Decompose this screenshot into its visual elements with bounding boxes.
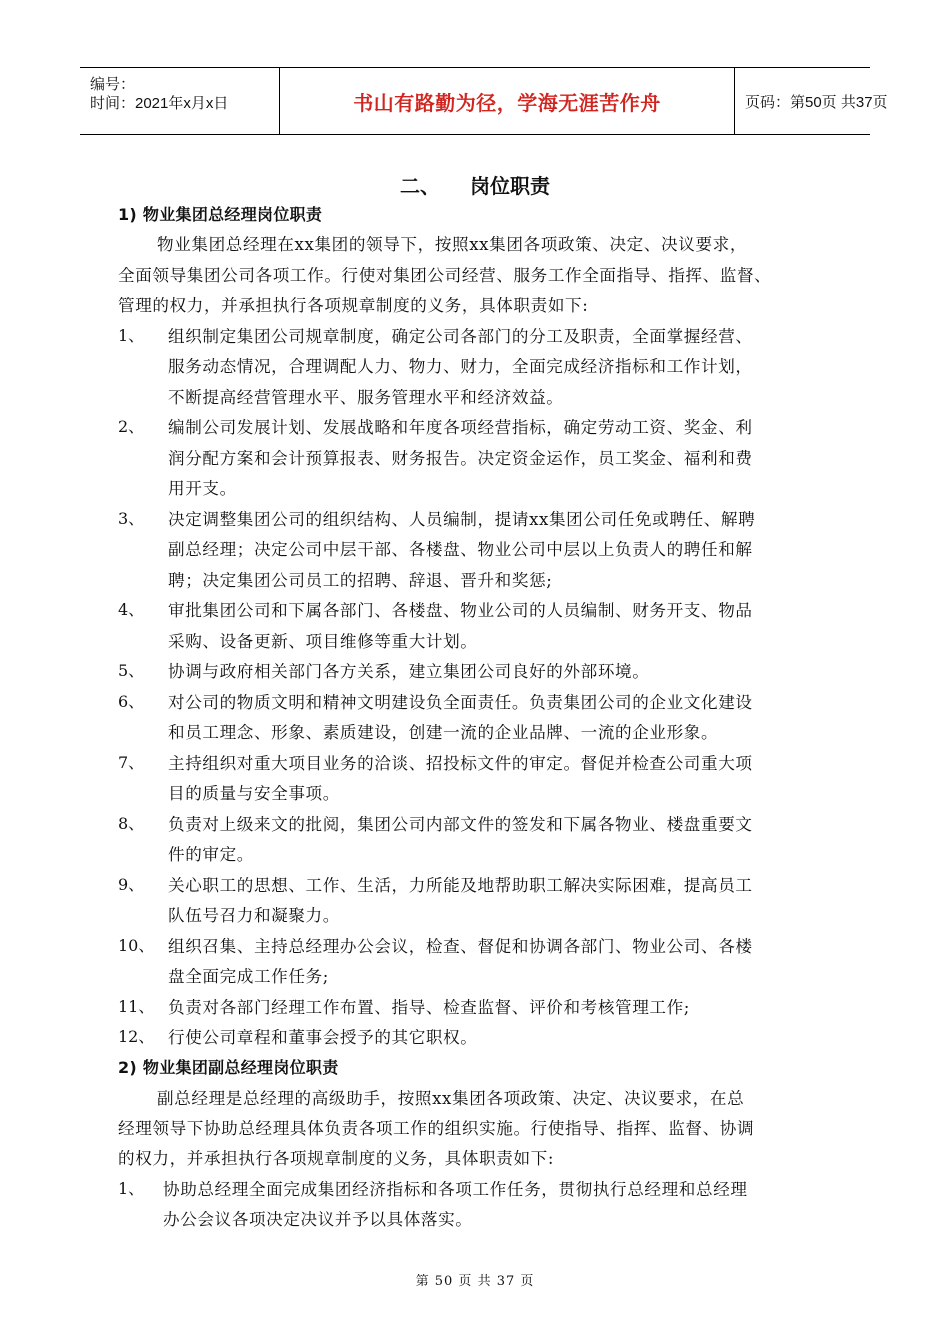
item-number: 6、 <box>118 692 145 711</box>
intro-line: 全面领导集团公司各项工作。行使对集团公司经营、服务工作全面指导、指挥、监督、 <box>118 266 772 285</box>
item-line: 行使公司章程和董事会授予的其它职权。 <box>168 1028 478 1047</box>
item-line: 组织召集、主持总经理办公会议，检查、督促和协调各部门、物业公司、各楼 <box>168 937 753 956</box>
item-line: 对公司的物质文明和精神文明建设负全面责任。负责集团公司的企业文化建设 <box>168 693 753 712</box>
page-footer: 第 50 页 共 37 页 <box>415 1274 535 1289</box>
item-line: 采购、设备更新、项目维修等重大计划。 <box>168 632 478 651</box>
item-line: 不断提高经营管理水平、服务管理水平和经济效益。 <box>168 388 564 407</box>
item-line: 队伍号召力和凝聚力。 <box>168 906 340 925</box>
item-number: 9、 <box>118 875 145 894</box>
title-number: 二、 <box>400 174 440 198</box>
item-line: 聘；决定集团公司员工的招聘、辞退、晋升和奖惩; <box>168 571 553 590</box>
item-number: 11、 <box>118 997 155 1016</box>
intro-line: 管理的权力，并承担执行各项规章制度的义务，具体职责如下: <box>118 296 589 315</box>
item-number: 7、 <box>118 753 145 772</box>
item-line: 协调与政府相关部门各方关系，建立集团公司良好的外部环境。 <box>168 662 650 681</box>
item-line: 服务动态情况，合理调配人力、物力、财力，全面完成经济指标和工作计划， <box>168 357 753 376</box>
page-title <box>0 170 950 199</box>
intro-line: 的权力，并承担执行各项规章制度的义务，具体职责如下: <box>118 1149 555 1168</box>
item-number: 5、 <box>118 661 145 680</box>
item-line: 协助总经理全面完成集团经济指标和各项工作任务，贯彻执行总经理和总经理 <box>163 1180 748 1199</box>
item-number: 8、 <box>118 814 145 833</box>
intro-line: 经理领导下协助总经理具体负责各项工作的组织实施。行使指导、指挥、监督、协调 <box>118 1119 755 1138</box>
page-header <box>80 67 888 135</box>
item-line: 审批集团公司和下属各部门、各楼盘、物业公司的人员编制、财务开支、物品 <box>168 601 753 620</box>
section-heading-1: 1) 物业集团总经理岗位职责 <box>118 205 323 224</box>
number-label: 编号： <box>90 76 136 93</box>
item-line: 负责对上级来文的批阅，集团公司内部文件的签发和下属各物业、楼盘重要文 <box>168 815 753 834</box>
item-line: 目的质量与安全事项。 <box>168 784 340 803</box>
item-line: 件的审定。 <box>168 845 254 864</box>
header-meta <box>80 68 280 134</box>
item-number: 1、 <box>118 1179 145 1198</box>
item-line: 办公会议各项决定决议并予以具体落实。 <box>163 1210 473 1229</box>
item-line: 和员工理念、形象、素质建设，创建一流的企业品牌、一流的企业形象。 <box>168 723 719 742</box>
header-motto: 书山有路勤为径，学海无涯苦作舟 <box>280 68 735 134</box>
item-line: 决定调整集团公司的组织结构、人员编制，提请xx集团公司任免或聘任、解聘 <box>168 510 756 529</box>
item-line: 用开支。 <box>168 479 237 498</box>
item-number: 10、 <box>118 936 155 955</box>
item-number: 1、 <box>118 326 145 345</box>
item-line: 组织制定集团公司规章制度，确定公司各部门的分工及职责，全面掌握经营、 <box>168 327 753 346</box>
time-label: 时间：2021年x月x日 <box>90 95 229 112</box>
section-heading-2: 2) 物业集团副总经理岗位职责 <box>118 1058 339 1077</box>
title-text: 岗位职责 <box>470 174 550 198</box>
header-page-code: 页码：第50页 共37页 <box>745 93 888 111</box>
item-line: 润分配方案和会计预算报表、财务报告。决定资金运作，员工奖金、福利和费 <box>168 449 753 468</box>
item-number: 12、 <box>118 1027 155 1046</box>
intro-line: 物业集团总经理在xx集团的领导下，按照xx集团各项政策、决定、决议要求， <box>157 235 748 254</box>
item-number: 2、 <box>118 417 145 436</box>
item-line: 盘全面完成工作任务; <box>168 967 329 986</box>
item-line: 关心职工的思想、工作、生活，力所能及地帮助职工解决实际困难，提高员工 <box>168 876 753 895</box>
intro-line: 副总经理是总经理的高级助手，按照xx集团各项政策、决定、决议要求，在总 <box>157 1089 745 1108</box>
item-line: 编制公司发展计划、发展战略和年度各项经营指标，确定劳动工资、奖金、利 <box>168 418 753 437</box>
item-line: 副总经理；决定公司中层干部、各楼盘、物业公司中层以上负责人的聘任和解 <box>168 540 753 559</box>
item-number: 4、 <box>118 600 145 619</box>
item-line: 主持组织对重大项目业务的洽谈、招投标文件的审定。督促并检查公司重大项 <box>168 754 753 773</box>
item-line: 负责对各部门经理工作布置、指导、检查监督、评价和考核管理工作; <box>168 998 691 1017</box>
item-number: 3、 <box>118 509 145 528</box>
